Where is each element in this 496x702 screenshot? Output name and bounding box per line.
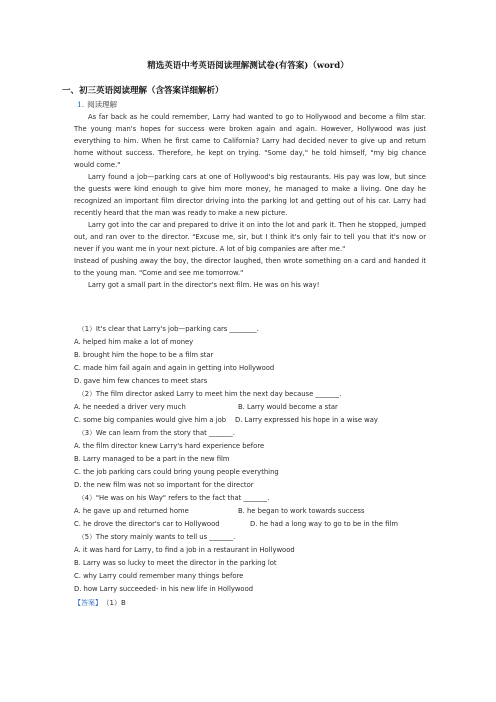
- option: D. how Larry succeeded- in his new life in Hollywood: [74, 585, 254, 593]
- option: A. helped him make a lot of money: [74, 338, 194, 346]
- option: B. Larry managed to be a part in the new film: [74, 455, 230, 463]
- question-stem: （1）It's clear that Larry's job—parking cars ________.: [78, 325, 259, 333]
- option: B. he began to work towards success: [238, 507, 365, 515]
- option-row: [74, 401, 434, 413]
- option: A. he needed a driver very much: [74, 403, 186, 411]
- option: A. he gave up and returned home: [74, 507, 189, 515]
- option: C. he drove the director's car to Hollywood: [74, 520, 220, 528]
- reading-passage: [74, 111, 426, 291]
- passage-paragraph: Instead of pushing away the boy, the director laughed, then wrote something on a card and handed it to the young man. "Come and see me tomorrow.": [74, 257, 426, 277]
- passage-paragraph: Larry got into the car and prepared to drive it on into the lot and park it. Then he stopped, jumped out, and ran over to the director. "Excuse me, sir, but I think it's only fair to tell you that it's now or never if you want me in your next picture. A lot of big companies are after me.": [74, 221, 426, 253]
- option: D. gave him few chances to meet stars: [74, 377, 208, 385]
- answer-label: 【答案】: [74, 599, 102, 607]
- question-heading: [77, 99, 117, 110]
- option-row: [74, 518, 434, 530]
- option: C. the job parking cars could bring young people everything: [74, 468, 279, 476]
- option: C. made him fail again and again in getting into Hollywood: [74, 364, 275, 372]
- question-stem: （4）"He was on his Way" refers to the fact that _______.: [78, 494, 270, 502]
- passage-paragraph: As far back as he could remember, Larry had wanted to go to Hollywood and become a film star. The young man's hopes for success were broken again and again. However, Hollywood was just everything to him. When he first came to California? Larry had decided never to give up and return home without success. Therefore, he kept on trying. "Some day," he told himself, "my big chance would come.": [74, 113, 426, 169]
- option-row: [74, 505, 434, 517]
- passage-paragraph: Larry found a job—parking cars at one of Hollywood's big restaurants. His pay was low, but since the guests were kind enough to give him more money, he managed to make a living. One day he recognized an important film director driving into the parking lot and getting out of his car. Larry had recently heard that the man was ready to make a new picture.: [74, 173, 426, 217]
- option-row: [74, 414, 434, 426]
- option: B. Larry would become a star: [238, 403, 338, 411]
- option: A. it was hard for Larry, to find a job in a restaurant in Hollywood: [74, 546, 295, 554]
- question-number: 1.: [77, 100, 85, 109]
- question-type-label: 阅读理解: [87, 100, 118, 109]
- option: B. brought him the hope to be a film star: [74, 351, 214, 359]
- option: C. why Larry could remember many things before: [74, 572, 244, 580]
- passage-paragraph: Larry got a small part in the director's next film. He was on his way!: [88, 281, 320, 289]
- question-stem: （2）The film director asked Larry to meet him the next day because _______.: [78, 390, 342, 398]
- question-stem: （3）We can learn from the story that _______.: [78, 429, 235, 437]
- option: A. the film director knew Larry's hard experience before: [74, 442, 265, 450]
- answer-value: （1）B: [106, 599, 126, 607]
- section-heading: 一、初三英语阅读理解（含答案详细解析）: [62, 86, 224, 96]
- document-title: 精选英语中考英语阅读理解测试卷(有答案)（word）: [147, 61, 349, 71]
- option: D. he had a long way to go to be in the film: [250, 520, 398, 528]
- option: B. Larry was so lucky to meet the director in the parking lot: [74, 559, 277, 567]
- option: D. the new film was not so important for the director: [74, 481, 254, 489]
- option: D. Larry expressed his hope in a wise way: [235, 416, 378, 424]
- option: C. some big companies would give him a job: [74, 416, 227, 424]
- answer-line: [74, 598, 126, 608]
- question-stem: （5）The story mainly wants to tell us _______.: [78, 533, 236, 541]
